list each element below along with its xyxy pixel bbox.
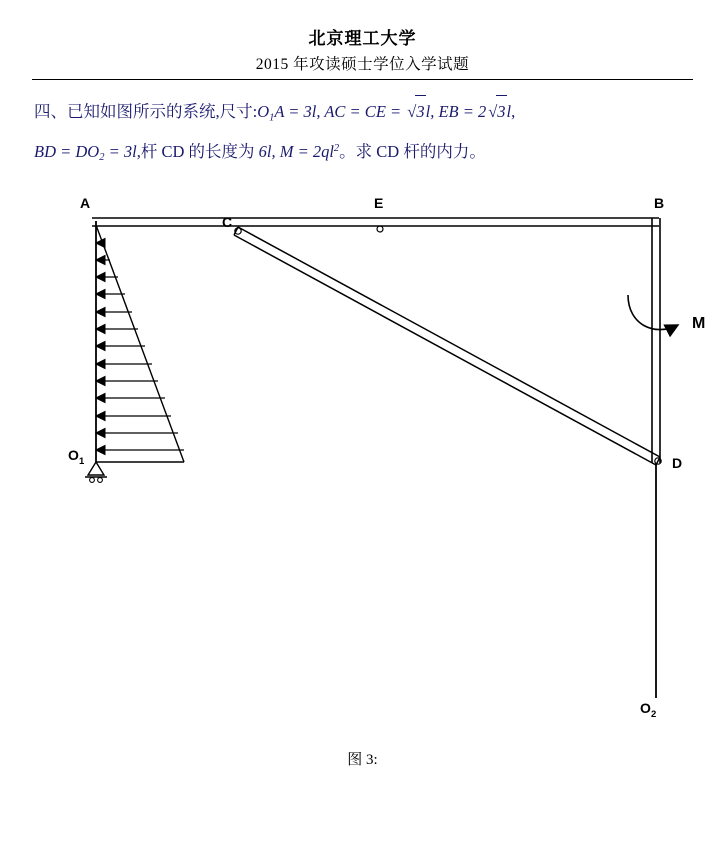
question-line1-part-g: l bbox=[506, 102, 512, 121]
figure-svg bbox=[0, 185, 725, 745]
exam-subtitle: 2015 年攻读硕士学位入学试题 bbox=[255, 56, 470, 73]
figure-caption: 图 3: bbox=[347, 752, 378, 768]
question-line-1 bbox=[34, 95, 694, 133]
header-divider bbox=[32, 79, 693, 80]
sqrt-symbol-1: √ bbox=[407, 102, 417, 121]
question-line1-O: O bbox=[257, 102, 270, 121]
sqrt-radicand-2: 3 bbox=[496, 95, 506, 127]
question-line2-part-f: 。求 CD 杆的内力。 bbox=[339, 142, 486, 162]
question-line2-part-d: 6l bbox=[258, 142, 272, 162]
label-E: E bbox=[374, 195, 384, 211]
question-line1-part-d: , AC = CE = bbox=[316, 102, 406, 121]
joint-markers bbox=[235, 226, 661, 464]
label-O1-sub: 1 bbox=[79, 456, 85, 467]
label-A: A bbox=[80, 195, 91, 211]
question-line1-part-e: l bbox=[425, 102, 431, 121]
question-line-2 bbox=[34, 133, 694, 173]
sqrt-expression-2 bbox=[486, 95, 506, 127]
question-line2-part-a: BD = DO bbox=[34, 142, 100, 162]
sqrt-expression-1 bbox=[405, 95, 425, 127]
question-line1-part-c: A = 3l bbox=[274, 102, 317, 121]
question-line2-sup: 2 bbox=[333, 143, 340, 155]
question-line1-O-sub: 1 bbox=[269, 112, 275, 124]
pin-support-O1 bbox=[85, 462, 107, 482]
moment-arrow-M bbox=[628, 295, 678, 330]
question-line2-part-b: = 3l bbox=[104, 142, 137, 162]
question-line1-part-h: , bbox=[511, 102, 516, 121]
bar-CD bbox=[234, 227, 660, 465]
sqrt-radicand-1: 3 bbox=[415, 95, 425, 127]
distributed-load-triangle bbox=[96, 225, 184, 462]
university-title: 北京理工大学 bbox=[308, 29, 417, 48]
right-member-BD bbox=[652, 218, 660, 463]
label-O2-sub: 2 bbox=[651, 709, 657, 720]
label-B: B bbox=[654, 195, 665, 211]
top-beam-AB bbox=[92, 218, 659, 226]
label-M: M bbox=[692, 315, 706, 332]
page-header bbox=[0, 28, 725, 77]
question-text bbox=[34, 95, 694, 173]
mechanics-figure bbox=[0, 185, 725, 745]
label-O1: O bbox=[68, 447, 79, 463]
sqrt-symbol-2: √ bbox=[488, 102, 498, 121]
question-line2-O2-sub: 2 bbox=[99, 152, 105, 164]
label-O2: O bbox=[640, 700, 651, 716]
question-line2-part-e: , M = 2ql bbox=[271, 142, 334, 162]
question-line1-part-f: , EB = 2 bbox=[430, 102, 487, 121]
question-line2-part-c: ,杆 CD 的长度为 bbox=[136, 142, 259, 162]
question-line1-part-a: 四、已知如图所示的系统,尺寸: bbox=[34, 102, 258, 121]
label-C: C bbox=[222, 214, 233, 230]
label-D: D bbox=[672, 455, 683, 471]
